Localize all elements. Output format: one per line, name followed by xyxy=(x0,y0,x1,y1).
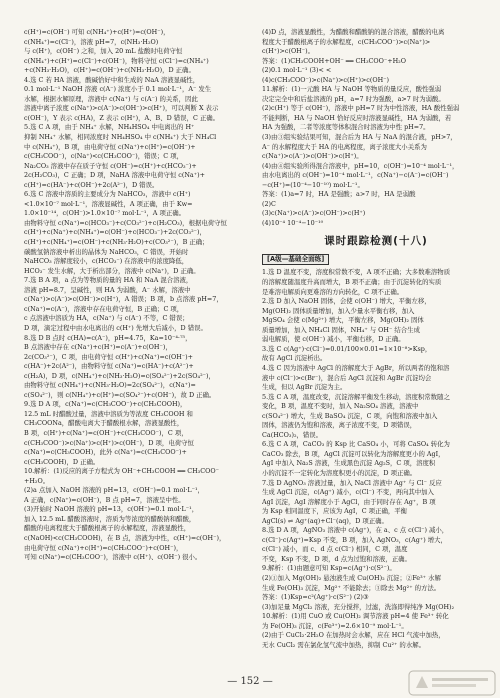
text-line: −c(H⁺)=(10⁻⁴−10⁻¹⁰) mol·L⁻¹。 xyxy=(262,180,364,189)
text-line: 0.1 mol·L⁻¹ NaOH 溶液 c(A⁻) 浓度小于 0.1 mol·L⁻¹，A⁻ 发生 xyxy=(24,85,212,94)
text-line: 弱电解质，使 c(OH⁻) 减小，平衡右移，D 正确。 xyxy=(262,335,405,344)
text-line: 1.选 D 温度不变，溶度积常数不变，A 项不正确；大多数难溶物质 xyxy=(262,268,451,277)
section-title: 课时跟踪检测(十八) xyxy=(324,235,428,248)
text-line: 溶液 pH=8.7，呈碱性，则 HA 为弱酸，A⁻ 水解，溶液中 xyxy=(24,285,191,294)
text-line: 9.解析：(1)由题意可知 Ksp=c(Ag⁺)·c(S²⁻)。 xyxy=(262,564,396,573)
text-line: c 点溶液中溶质为 HA，c(Na⁺) 与 c(A⁻) 不等，C 错误； xyxy=(24,314,189,323)
text-line: 2c(CO₃²⁻)，C 项，由电荷守恒 c(H⁺)+c(Na⁺)=c(OH⁻)+ xyxy=(24,352,194,361)
text-line: 不能判断，HA 与 NaOH 恰好反应时溶液显碱性，HA 为弱酸，若 xyxy=(262,113,452,122)
text-line: (2)0.1 mol·L⁻¹ (3)< < xyxy=(262,66,332,75)
right-column-top-text xyxy=(262,28,490,228)
text-line: A⁻ 的水解程度大于 HA 的电离程度，离子浓度大小关系为 xyxy=(262,142,427,151)
text-line: c(HA⁻)+2c(A²⁻)，由物料守恒 c(Na⁺)=c(HA⁻)+c(A²⁻)+ xyxy=(24,362,194,371)
text-line: c(Na⁺)=c(A⁻)，溶液中存在电荷守恒，B 正确；C 项， xyxy=(24,304,184,313)
text-line: 质量增加，加入 NH₄Cl 固体，NH₄⁺ 与 OH⁻ 结合生成 xyxy=(262,325,420,334)
text-line: 生成，但以 AgBr 沉淀为主。 xyxy=(262,383,347,392)
text-line: 2.选 D 加入 NaOH 固体，会使 c(OH⁻) 增大，平衡左移， xyxy=(262,297,431,306)
text-line: (2)①加入 Mg(OH)₂ 悬浊液生成 Cu(OH)₂ 沉淀；②Fe³⁺ 水解 xyxy=(262,573,441,582)
text-line: 1.0×10⁻¹⁴，c(OH⁻)>1.0×10⁻⁷ mol·L⁻¹，A 项正确。 xyxy=(24,209,186,218)
text-line: 由物料守恒 c(Na⁺)=c(HCO₃⁻)+c(CO₃²⁻)+c(H₂CO₃)，根据电荷守恒 xyxy=(24,218,227,227)
text-line: 8.选 D B 点时 c(HA)=c(A⁻)，pH=4.75，Ka=10⁻⁴·⁷⁵， xyxy=(24,333,192,342)
text-line: (2)a 点加入 NaOH 溶液的 pH=13，c(OH⁻)=0.1 mol·L⁻¹， xyxy=(24,486,204,495)
text-line: 由物料守恒 c(NH₄⁺)+c(NH₃·H₂O)=2c(SO₄²⁻)，c(Na⁺)= xyxy=(24,381,196,390)
text-line: (4)c(CH₃COO⁻)>c(Na⁺)>c(H⁺)>c(OH⁻) xyxy=(262,75,390,84)
text-line: (2)由于 CuCl₂·2H₂O 在加热时会水解，应在 HCl 气流中加热， xyxy=(262,631,445,640)
text-line: (3)加足量 MgCl₂ 溶液，充分搅拌，过滤，洗涤即得纯净 Mg(OH)₂ xyxy=(262,602,455,611)
text-line: 7.选 B A 项，a 点为等物质的量的 HA 和 NaA 混合溶液， xyxy=(24,276,193,285)
text-line: <1.0×10⁻⁷ mol·L⁻¹，溶液显碱性，A 项正确，由于 Kw= xyxy=(24,199,193,208)
text-line: B 项，c(H⁺)+c(Na⁺)=c(OH⁻)+c(CH₃COO⁻)，C 项， xyxy=(24,428,188,437)
text-line: 6.选 C 溶液中溶质的主要成分为 NaHCO₃，溶液中 c(H⁺) xyxy=(24,190,191,199)
text-line: c(SO₄²⁻)，则 c(NH₄⁺)+c(H⁺)=c(SO₄²⁻)+c(OH⁻)，故 D 正确。 xyxy=(24,390,216,399)
text-line: 的溶解度随温度升高而增大，B 项不正确；由于沉淀转化的实质 xyxy=(262,278,442,287)
text-line: c(CH₃COOH)，D 正确。 xyxy=(24,457,100,466)
text-line: CaCO₃ 除去，B 项，AgCl 沉淀可以转化为溶解度更小的 AgI， xyxy=(262,449,445,458)
text-line: c(OH⁻)，Y 表示 c(HA)，Z 表示 c(H⁺)，A、B、D 错误，C 正确。 xyxy=(24,113,220,122)
text-line: 是难溶电解质向更难溶的方向转化，C 项不正确。 xyxy=(262,287,404,296)
text-line: 8.选 D A 项，AgNO₃ 溶液中 c(Ag⁺)，在 a、c 点 c(Cl⁻) 减小， xyxy=(262,526,449,535)
text-line: (4)D 点，溶液显酸性，为醋酸和醋酸钠的混合溶液，醋酸的电离 xyxy=(262,28,445,36)
text-line: 7.选 D AgNO₃ 溶液过量，加入 NaCl 溶液中 Ag⁺ 与 Cl⁻ 反应 xyxy=(262,478,442,487)
text-line: 溶液中离子浓度 c(Na⁺)>c(A⁻)>c(OH⁻)>c(H⁺)，可以判断 X 表示 xyxy=(24,104,219,113)
text-line: (4)由④组实验所得混合溶液中，pH=10，c(OH⁻)=10⁻⁴ mol·L⁻¹， xyxy=(262,161,459,170)
page-number: — 152 — xyxy=(227,676,273,687)
text-line: (2)c(H⁺) 等于 c(OH⁻)，溶液中 pH=7 时为中性溶液，HA 酸性强弱 xyxy=(262,104,460,113)
left-column xyxy=(24,28,252,668)
text-line: c(H⁺)+c(Na⁺)+c(NH₄⁺)=c(OH⁻)+c(HCO₃⁻)+2c(CO₃²⁻)， xyxy=(24,228,206,237)
text-line: 小的沉淀不一定转化为溶度积更小的沉淀，D 项正确。 xyxy=(262,468,417,477)
text-line: HA 为强酸，二者等浓度等体积混合时溶液为中性 pH=7。 xyxy=(262,123,430,132)
text-line: MgSO₄ 会使 c(Mg²⁺) 增大，平衡左移，Mg(OH)₂ 固体 xyxy=(262,316,424,325)
text-line: 故有 AgCl 沉淀析出。 xyxy=(262,354,327,363)
text-line: c(H⁺)=c(OH⁻) 可知 c(NH₄⁺)+c(H⁺)=c(OH⁻)， xyxy=(24,28,170,36)
text-line: 10.解析：(1)反应的离子方程式为 OH⁻+CH₃COOH ══ CH₃COO⁻ xyxy=(24,467,219,476)
text-line: 由电荷守恒 c(Na⁺)+c(H⁺)=c(CH₃COO⁻)+c(OH⁻)， xyxy=(24,543,183,552)
text-line: 不变，Ksp 不变，D 项，d 点为过饱和溶液，正确。 xyxy=(262,554,411,563)
text-line: 为 Fe(OH)₃ 沉淀，c(Fe³⁺)=2.6×10⁻⁹ mol·L⁻¹。 xyxy=(262,621,408,630)
text-line: (3)c(Na⁺)>c(A⁻)>c(OH⁻)>c(H⁺) xyxy=(262,209,366,218)
text-line: CH₃COONa，醋酸电离大于醋酸根水解，溶液显酸性， xyxy=(24,419,184,428)
text-line: 由水电离出的 c(OH⁻)=10⁻⁴ mol·L⁻¹，c(Na⁺)−c(A⁻)=c(OH⁻) xyxy=(262,171,449,180)
text-line: c(Cl⁻) 减小，而 c、d 点 c(Cl⁻) 相同，C 项，温度 xyxy=(262,545,408,554)
text-line: c(NaOH)<c(CH₃COOH)，在 B 点，溶液为中性，c(H⁺)=c(OH⁻)， xyxy=(24,533,226,542)
text-line: D 项，滴定过程中由水电离出的 c(H⁺) 先增大后减小，D 错误。 xyxy=(24,323,207,332)
text-line: 2c(H₂CO₃)，C 正确；D 项，NaHA 溶液中电荷守恒 c(Na⁺)+ xyxy=(24,171,205,180)
text-line: 4.选 C 因为溶液中 AgCl 的溶解度大于 AgBr，所以两者的饱和溶 xyxy=(262,363,450,372)
text-line: 9.选 D A 项，c(Na⁺)=c(CH₃COO⁻)+c(CH₃COOH)， xyxy=(24,400,187,409)
text-line: HCO₃⁻ 发生水解，大于析出部分，溶液中 c(Na⁺)，D 正确。 xyxy=(24,266,200,275)
text-line: 液中 c(Cl⁻)>c(Br⁻)，混合后 AgCl 沉淀和 AgBr 沉淀均会 xyxy=(262,373,432,382)
text-line: 生成 Fe(OH)₃ 沉淀，Mg²⁺ 不能除去；③除去 Mg²⁺ 的方法。 xyxy=(262,583,441,592)
text-line: 变化，B 项，温度不变时，加入 Na₂SO₄ 溶液，溶液中 xyxy=(262,402,419,411)
text-line: 10.解析：(1)用 CuO 或 Cu(OH)₂ 调节溶液 pH=4 使 Fe³⁺ 转化 xyxy=(262,612,449,621)
text-line: 固体，溶液仍为饱和溶液，离子浓度不变，D 项错误， xyxy=(262,421,417,430)
text-line: c(Na⁺)>c(A⁻)>c(OH⁻)>c(H⁺)。 xyxy=(262,152,363,161)
text-line: c(NH₄⁺)+c(H⁺)=c(Cl⁻)+c(OH⁻)，物料守恒 c(Cl⁻)=c(NH₄⁺) xyxy=(24,56,209,65)
text-line: AgI 沉淀，AgI 溶解度小于 AgCl，由于同时存在 Ag⁺，B 项 xyxy=(262,497,436,506)
watermark-logo-icon xyxy=(408,670,496,696)
text-line: 碳酸氢钠溶液中析出的晶体为 NaHCO₃，C 错误，开始时 xyxy=(24,247,189,256)
text-line: c(Cl⁻)·c(Ag⁺)=Ksp 不变，B 项，加入 AgNO₃，c(Ag⁺) 增大， xyxy=(262,535,447,544)
text-line: (3)开始时 NaOH 溶液的 pH=13，c(OH⁻)=0.1 mol·L⁻¹， xyxy=(24,505,199,514)
text-line: +c(NH₃·H₂O)，c(H⁺)=c(OH⁻)+c(NH₃·H₂O)，D 正确。 xyxy=(24,66,195,75)
text-line: 答案：(1)Ksp=c²(Ag⁺)·c(S²⁻) (2)③ xyxy=(262,593,369,602)
text-line: c(CH₃COO⁻)，c(Na⁺)<c(CH₃COO⁻)，错误；C 项， xyxy=(24,152,184,161)
text-line: (3)由③组实验结果可知，混合后为 HA 与 NaA 的混合液，pH>7， xyxy=(262,133,457,142)
text-line: NaHCO₃ 溶解度较小，c(HCO₃⁻) 在溶液中的浓度降低， xyxy=(24,257,189,266)
text-line: c(CH₃COO⁻)>c(Na⁺)>c(H⁺)>c(OH⁻)，D 项，电荷守恒 xyxy=(24,438,194,447)
text-line: Mg(OH)₂ 固体质量增加，加入少量水平衡右移，加入 xyxy=(262,306,415,315)
text-line: Ca(HCO₃)₂，错误。 xyxy=(262,430,323,439)
text-line: c(H⁺)=c(HA⁻)+c(OH⁻)+2c(A²⁻)，D 错误。 xyxy=(24,180,159,189)
text-line: 6.选 C A 项，CaCO₃ 的 Ksp 比 CaSO₄ 小，可将 CaSO₄ 转化为 xyxy=(262,440,450,449)
right-column xyxy=(262,28,490,668)
text-line: +H₂O。 xyxy=(24,476,50,485)
text-line: AgCl(s) ⇌ Ag⁺(aq)+Cl⁻(aq)，D 项正确。 xyxy=(262,516,388,525)
text-line: Na₂CO₃ 溶液中存在质子守恒 c(OH⁻)=c(H⁺)+c(HCO₃⁻)+ xyxy=(24,161,197,170)
text-line: 12.5 mL 时醋酸过量，溶液中溶质为等浓度 CH₃COOH 和 xyxy=(24,409,193,418)
text-line: 5.选 C A 项，温度改变，沉淀溶解平衡发生移动，溶度积常数随之 xyxy=(262,392,450,401)
text-line: c(H⁺)+c(NH₄⁺)=c(OH⁻)+c(NH₃·H₂O)+c(CO₃²⁻)，B 正确； xyxy=(24,238,209,247)
text-line: 5.选 C A 项，由于 NH₄⁺ 水解，NH₄HSO₄ 中电离出的 H⁺ xyxy=(24,123,195,132)
right-column-bottom-text xyxy=(262,268,490,650)
text-line: 程度大于醋酸根离子的水解程度，c(CH₃COO⁻)>c(Na⁺)> xyxy=(262,37,431,46)
text-line: 醋酸的电离程度大于醋酸根离子的水解程度，溶液显酸性， xyxy=(24,524,191,533)
text-line: c(H⁺)>c(OH⁻)。 xyxy=(262,47,315,56)
text-line: 加入 12.5 mL 醋酸溶液时，溶质为等浓度的醋酸钠和醋酸， xyxy=(24,514,196,523)
text-line: c(SO₄²⁻) 增大，生成 BaSO₄ 沉淀，C 项，向饱和溶液中加入 xyxy=(262,411,438,420)
text-line: c(NH₄⁺)=c(Cl⁻)，溶液 pH=7，c(NH₃·H₂O) xyxy=(24,37,159,46)
text-line: 无水 CuCl₂ 需在氯化氢气流中加热，抑制 Cu²⁺ 的水解。 xyxy=(262,640,425,649)
text-line: (4)10⁻⁴ 10⁻⁴−10⁻¹⁰ xyxy=(262,218,324,227)
text-line: A 正确，c(Na⁺)=c(OH⁻)，B 点 pH=7，溶液呈中性。 xyxy=(24,495,185,504)
text-line: c(Na⁺)=c(CH₃COOH)，此外 c(Na⁺)=c(CH₃COO⁻)+ xyxy=(24,448,187,457)
text-line: 为 Ksp 相同温度下，应该为 AgI，C 项正确，平衡 xyxy=(262,507,408,516)
text-line: 生成 AgCl 沉淀，c(Ag⁺) 减小，c(Cl⁻) 不变，再向其中加入 xyxy=(262,488,434,497)
text-line: 11.解析：(1)一元酸 HA 与 NaOH 等物质的量反应，酸性强弱 xyxy=(262,85,442,94)
text-line: AgI 中加入 Na₂S 溶液，生成黑色沉淀 Ag₂S，C 项，溶度积 xyxy=(262,459,436,468)
text-line: 可知 c(Na⁺)=c(CH₃COO⁻)，溶液中 c(H⁺)、c(OH⁻) 很小。 xyxy=(24,553,202,562)
level-label: [A级—基础全面练] xyxy=(262,254,329,265)
text-line: 决定完全中和后盐溶液的 pH，a=7 时为强酸，a>7 时为弱酸。 xyxy=(262,94,445,103)
text-line: 与 c(H⁺)，c(OH⁻) 之和，加入 20 mL 盐酸时电荷守恒 xyxy=(24,47,183,56)
text-line: 4.选 C 若 HA 溶液，酸碱恰好中和生成的 NaA 溶液显碱性， xyxy=(24,75,200,84)
text-line: B 点溶液中存在 c(Na⁺)+c(H⁺)=c(A⁻)+c(OH⁻)， xyxy=(24,343,172,352)
text-line: (2)C xyxy=(262,199,276,208)
text-line: 3.选 C c(Ag⁺)·c(Cl⁻)=0.01/100×0.01=1×10⁻⁸>Ksp， xyxy=(262,344,432,353)
text-line: 中 c(NH₄⁺)，B 项，由电荷守恒 c(Na⁺)+c(H⁺)=c(OH⁻)+ xyxy=(24,142,196,151)
text-line: 答案：(1)CH₃COOH+OH⁻ ══ CH₃COO⁻+H₂O xyxy=(262,56,406,65)
text-line: c(Na⁺)>c(A⁻)>c(OH⁻)>c(H⁺)，A 错误；B 项，b 点溶液 pH=7， xyxy=(24,295,223,304)
text-line: 答案：(1)a=7 时，HA 是强酸；a>7 时，HA 是弱酸 xyxy=(262,190,416,199)
text-line: 抑制 NH₄⁺ 水解，相同浓度时 NH₄HSO₄ 中 c(NH₄⁺) 大于 NH₄Cl xyxy=(24,133,217,142)
text-line: c(H₂A)，D 项，c(NH₄⁺)+c(NH₃·H₂O)=c(SO₄²⁻)+2c(SO₄²⁻)， xyxy=(24,371,215,380)
text-line: 水解，根据水解原理，溶液中 c(Na⁺) 与 c(A⁻) 的关系，因此 xyxy=(24,94,198,103)
